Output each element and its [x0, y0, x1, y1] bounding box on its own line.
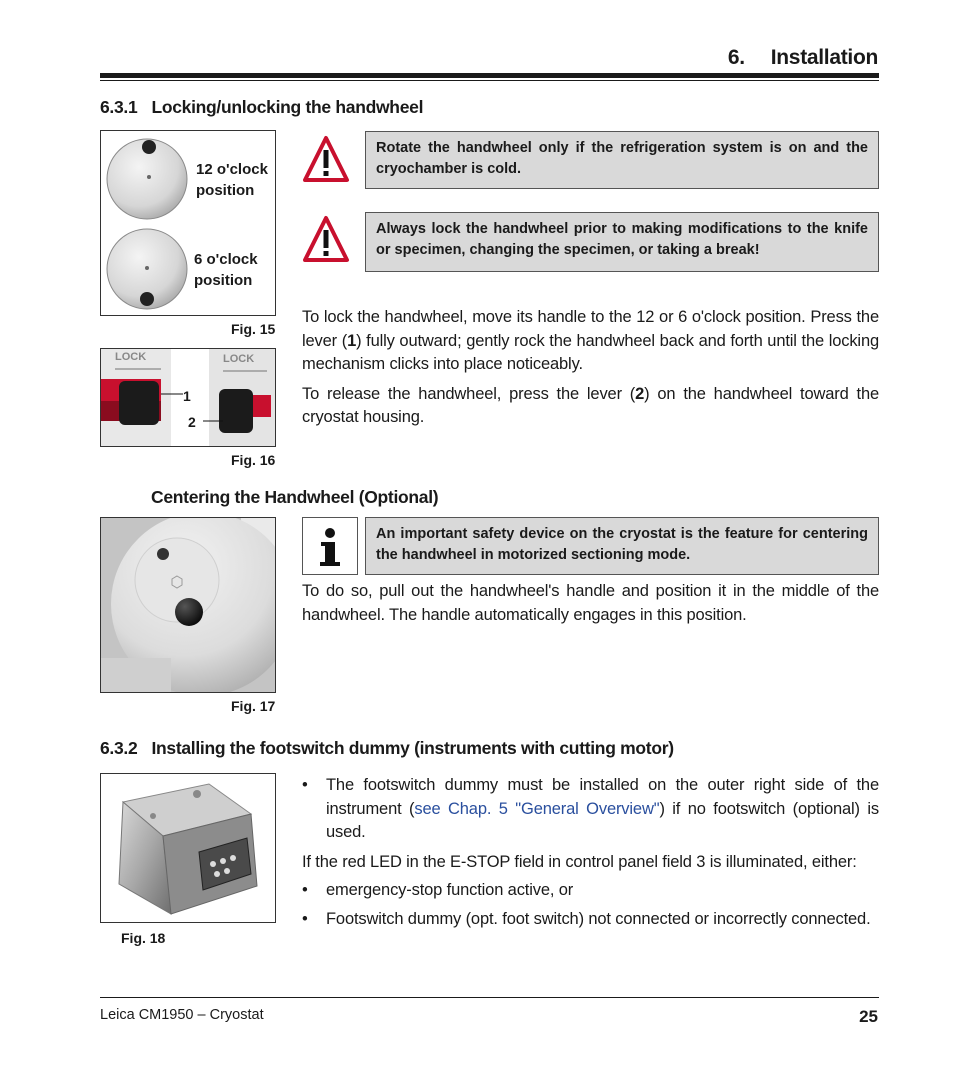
figure-15: [100, 130, 276, 316]
led-paragraph: If the red LED in the E-STOP field in control panel field 3 is illuminated, either:: [302, 852, 857, 871]
warning-triangle-icon: [302, 214, 350, 266]
figure-17: [100, 517, 276, 693]
lock-text-b: ) fully outward; gently rock the handwheel back and forth until the locking mechanism clicks into place noticeably.: [302, 331, 879, 373]
label-12-position: position: [196, 182, 255, 199]
lever-ref-2: 2: [635, 384, 645, 403]
callout-1: 1: [183, 388, 191, 404]
release-text-b: ) on the handwheel toward the cryostat housing.: [302, 384, 879, 426]
callout-2: 2: [188, 414, 196, 430]
warning-box-1: Rotate the handwheel only if the refrigeration system is on and the cryochamber is cold.: [365, 131, 879, 189]
heading-number: 6.3.1: [100, 97, 138, 117]
label-12-oclock: 12 o'clock: [196, 161, 268, 178]
section-heading-632: [100, 738, 674, 759]
lock-text-a: To lock the handwheel, move its handle to the 12 or 6 o'clock position. Press the lever (: [302, 308, 879, 350]
fig18-caption: Fig. 18: [121, 930, 166, 946]
bullet-emergency: • emergency-stop function active, or: [302, 881, 574, 899]
label-6-position: position: [194, 272, 253, 289]
section-heading-631: [100, 97, 423, 118]
chapter-title: [728, 46, 878, 70]
bullet1-text-a: The footswitch dummy must be installed on the outer right side of the instrument (: [326, 776, 879, 818]
chapter-number: 6.: [727, 46, 745, 69]
footswitch-dummy-photo: [101, 774, 275, 922]
lock-label-right: LOCK: [223, 353, 255, 365]
centered-handwheel-photo: [101, 518, 275, 692]
chapter-name: Installation: [770, 46, 878, 69]
footer-product: Leica CM1950 – Cryostat: [100, 1007, 264, 1023]
bullet-not-connected: • Footswitch dummy (opt. foot switch) not connected or incorrectly connected.: [302, 909, 871, 928]
figure-16: [100, 348, 276, 447]
bullet2-text: emergency-stop function active, or: [326, 881, 574, 899]
release-text-a: To release the handwheel, press the lever (: [302, 384, 636, 403]
fig17-caption: Fig. 17: [231, 698, 276, 714]
heading-text: Locking/unlocking the handwheel: [151, 97, 424, 117]
bullet1-text-b: ) if no footswitch (optional) is used.: [326, 799, 880, 841]
warning-triangle-icon: [302, 134, 350, 186]
bullet3-text: Footswitch dummy (opt. foot switch) not connected or incorrectly connected.: [326, 909, 871, 928]
lock-paragraph: [302, 306, 879, 377]
info-icon: [302, 517, 358, 575]
fig15-caption: Fig. 15: [231, 321, 276, 337]
footswitch-content: [302, 774, 879, 931]
label-6-oclock: 6 o'clock: [194, 251, 258, 268]
figure-18: [100, 773, 276, 923]
page-number: 25: [859, 1007, 878, 1026]
footer-rule: [100, 997, 879, 998]
centering-heading: Centering the Handwheel (Optional): [151, 487, 439, 507]
header-rule: [100, 73, 879, 78]
lever-ref-1: 1: [347, 331, 357, 350]
lock-instructions: [302, 306, 879, 430]
header-rule-thin: [100, 80, 879, 81]
release-paragraph: [302, 383, 879, 430]
info-box: An important safety device on the cryostat is the feature for centering the handwheel in motorized sectioning mode.: [365, 517, 879, 575]
centering-paragraph: To do so, pull out the handwheel's handle and position it in the middle of the handwheel. The handle automatically engages in this position.: [302, 582, 879, 624]
fig16-caption: Fig. 16: [231, 452, 276, 468]
bullet-install: • The footswitch dummy must be installed on the outer right side of the instrument (see Chap. 5 "General Overview") if no footswitch (optional) is used.: [302, 776, 880, 841]
info-glyph: [303, 518, 357, 574]
heading-number: 6.3.2: [100, 738, 138, 758]
lock-label-left: LOCK: [115, 351, 147, 363]
chapter5-link[interactable]: see Chap. 5 "General Overview": [414, 799, 660, 818]
heading-text: Installing the footswitch dummy (instruments with cutting motor): [151, 738, 674, 758]
warning-box-2: Always lock the handwheel prior to making modifications to the knife or specimen, changing the specimen, or taking a break!: [365, 212, 879, 272]
